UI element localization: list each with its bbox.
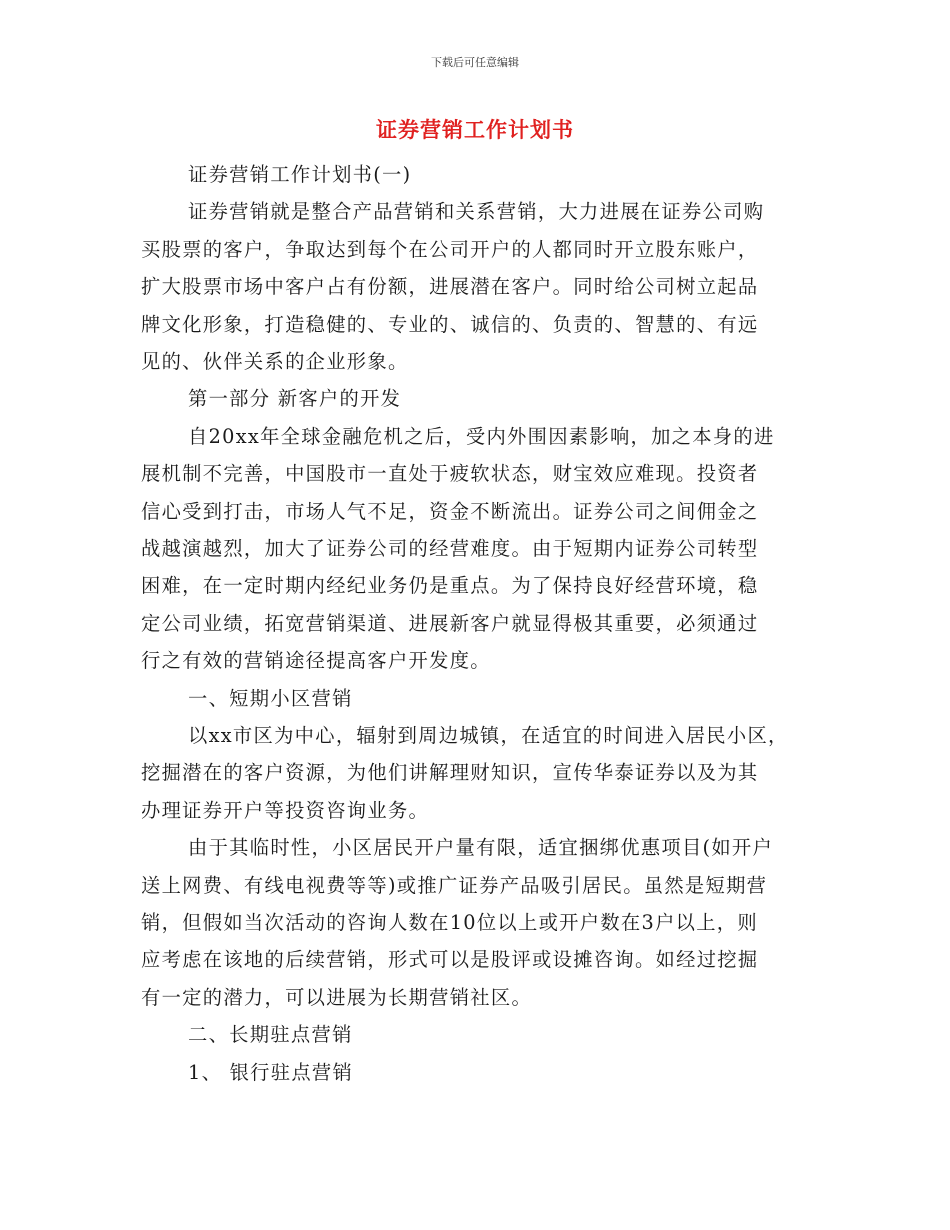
paragraph-line: 牌文化形象，打造稳健的、专业的、诚信的、负责的、智慧的、有远 <box>141 312 759 336</box>
paragraph-line: 困难，在一定时期内经纪业务仍是重点。为了保持良好经营环境，稳 <box>141 574 759 598</box>
paragraph-line: 由于其临时性，小区居民开户量有限，适宜捆绑优惠项目(如开户 <box>188 836 774 860</box>
paragraph-line: 应考虑在该地的后续营销，形式可以是股评或设摊咨询。如经过挖掘 <box>141 948 759 972</box>
paragraph-line: 证券营销工作计划书(一) <box>188 163 412 186</box>
paragraph-line: 送上网费、有线电视费等等)或推广证券产品吸引居民。虽然是短期营 <box>141 873 768 897</box>
paragraph-line: 办理证券开户等投资咨询业务。 <box>141 798 430 822</box>
paragraph-line: 二、长期驻点营销 <box>188 1023 353 1047</box>
paragraph-line: 1、 银行驻点营销 <box>188 1060 354 1084</box>
paragraph-line: 展机制不完善，中国股市一直处于疲软状态，财宝效应难现。投资者 <box>141 462 759 486</box>
paragraph-line: 定公司业绩，拓宽营销渠道、进展新客户就显得极其重要，必须通过 <box>141 611 759 635</box>
header-note: 下载后可任意编辑 <box>431 56 519 69</box>
paragraph-line: 战越演越烈，加大了证券公司的经营难度。由于短期内证券公司转型 <box>141 537 759 560</box>
paragraph-line: 自20xx年全球金融危机之后，受内外围因素影响，加之本身的进 <box>188 424 775 448</box>
paragraph-line: 信心受到打击，市场人气不足，资金不断流出。证券公司之间佣金之 <box>141 499 759 523</box>
paragraph-line: 买股票的客户，争取达到每个在公司开户的人都同时开立股东账户， <box>141 237 759 261</box>
paragraph-line: 行之有效的营销途径提高客户开发度。 <box>141 649 491 673</box>
paragraph-line: 证券营销就是整合产品营销和关系营销，大力进展在证券公司购 <box>188 200 765 224</box>
paragraph-line: 第一部分 新客户的开发 <box>188 387 402 411</box>
document-title: 证券营销工作计划书 <box>376 117 574 142</box>
paragraph-line: 扩大股票市场中客户占有份额，进展潜在客户。同时给公司树立起品 <box>141 275 759 299</box>
paragraph-line: 以xx市区为中心，辐射到周边城镇，在适宜的时间进入居民小区， <box>188 724 789 747</box>
paragraph-line: 见的、伙伴关系的企业形象。 <box>141 350 409 373</box>
paragraph-line: 销，但假如当次活动的咨询人数在10位以上或开户数在3户以上，则 <box>141 911 758 934</box>
paragraph-line: 有一定的潜力，可以进展为长期营销社区。 <box>141 985 533 1009</box>
paragraph-line: 一、短期小区营销 <box>188 686 353 710</box>
paragraph-line: 挖掘潜在的客户资源，为他们讲解理财知识，宣传华泰证券以及为其 <box>141 761 759 785</box>
